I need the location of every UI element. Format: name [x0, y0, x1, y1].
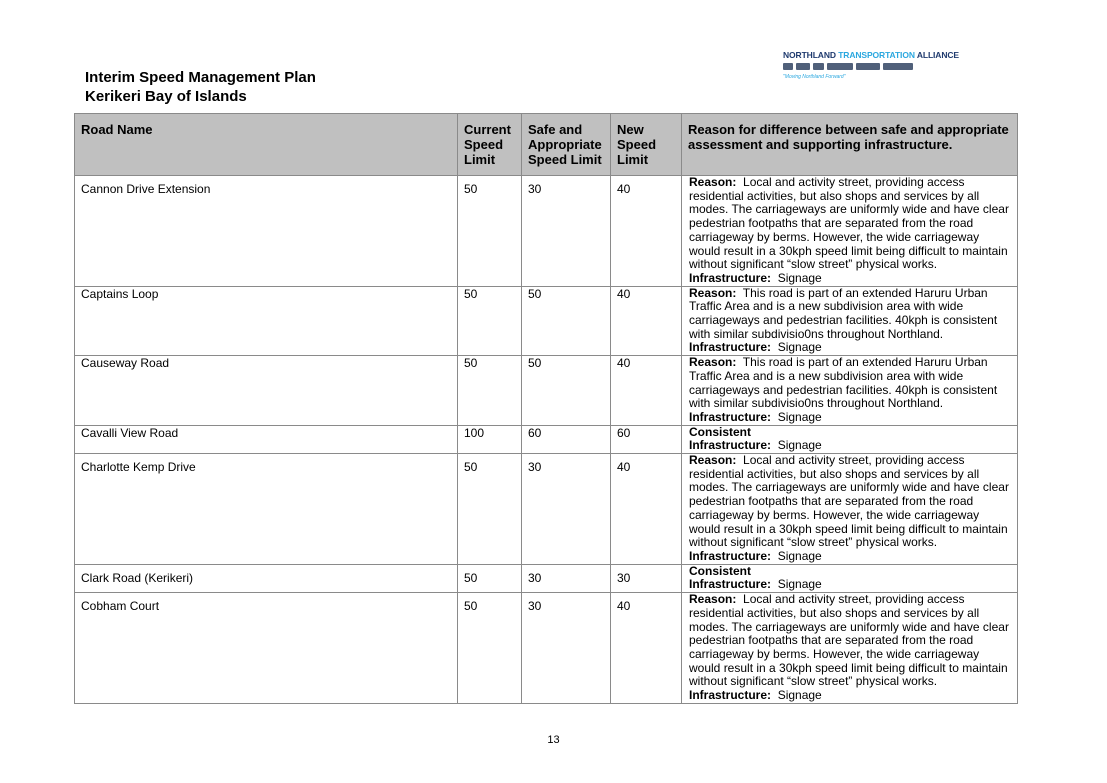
table-row [75, 454, 1018, 565]
safe-speed: 50 [522, 286, 611, 356]
safe-speed: 50 [522, 356, 611, 426]
current-speed: 100 [458, 425, 522, 453]
current-speed: 50 [458, 286, 522, 356]
table-row [75, 564, 1018, 592]
safe-speed: 30 [522, 454, 611, 565]
header-road-name: Road Name [75, 114, 458, 176]
new-speed: 40 [611, 176, 682, 287]
document-title [85, 68, 316, 106]
speed-plan-table [74, 113, 1018, 704]
reason-cell [682, 564, 1018, 592]
reason-text: Reason: Local and activity street, providing access residential activities, but also shops and services by all modes. The carriageways are uniformly wide and have clear pedestrian footpaths that are separated from the road carriageway by berms. However, the wide carriageway would result in a 30kph speed limit being difficult to maintain without significant “slow street” physical works. [689, 175, 1009, 272]
current-speed: 50 [458, 593, 522, 704]
safe-speed: 30 [522, 564, 611, 592]
table-row [75, 176, 1018, 287]
new-speed: 60 [611, 425, 682, 453]
header-safe-speed: Safe and Appropriate Speed Limit [522, 114, 611, 176]
partner-logo-icon [796, 63, 810, 70]
infrastructure-text: Infrastructure: Signage [689, 270, 822, 285]
new-speed: 40 [611, 356, 682, 426]
reason-text: Reason: This road is part of an extended Haruru Urban Traffic Area and is a new subdivision area with wide carriageways and pedestrian facilities. 40kph is consistent with similar subdivisio0ns throughout Northland. [689, 285, 998, 341]
alliance-logo [783, 50, 959, 84]
infrastructure-text: Infrastructure: Signage [689, 688, 822, 703]
road-name: Clark Road (Kerikeri) [75, 564, 458, 592]
current-speed: 50 [458, 176, 522, 287]
reason-cell [682, 593, 1018, 704]
safe-speed: 60 [522, 425, 611, 453]
page-number: 13 [547, 734, 560, 746]
table-row [75, 286, 1018, 356]
new-speed: 30 [611, 564, 682, 592]
infrastructure-text: Infrastructure: Signage [689, 438, 822, 453]
safe-speed: 30 [522, 176, 611, 287]
logo-tagline: "Moving Northland Forward" [783, 74, 846, 80]
consistent-text: Consistent [689, 424, 752, 439]
reason-cell [682, 425, 1018, 453]
header-reason: Reason for difference between safe and appropriate assessment and supporting infrastructure. [682, 114, 1018, 176]
table-row [75, 425, 1018, 453]
title-line-1: Interim Speed Management Plan [85, 69, 316, 86]
current-speed: 50 [458, 564, 522, 592]
header-new-speed: New Speed Limit [611, 114, 682, 176]
current-speed: 50 [458, 454, 522, 565]
infrastructure-text: Infrastructure: Signage [689, 340, 822, 355]
reason-text: Reason: This road is part of an extended Haruru Urban Traffic Area and is a new subdivision area with wide carriageways and pedestrian facilities. 40kph is consistent with similar subdivisio0ns throughout Northland. [689, 355, 998, 411]
table-header-row [75, 114, 1018, 176]
reason-cell [682, 286, 1018, 356]
road-name: Cavalli View Road [75, 425, 458, 453]
partner-logo-icon [856, 63, 880, 70]
partner-logo-icon [883, 63, 913, 70]
partner-logo-icon [827, 63, 853, 70]
road-name: Cannon Drive Extension [75, 176, 458, 287]
consistent-text: Consistent [689, 563, 752, 578]
title-line-2: Kerikeri Bay of Islands [85, 88, 247, 105]
infrastructure-text: Infrastructure: Signage [689, 409, 822, 424]
partner-logos [783, 62, 949, 71]
road-name: Charlotte Kemp Drive [75, 454, 458, 565]
road-name: Cobham Court [75, 593, 458, 704]
logo-wordmark: NORTHLAND TRANSPORTATION ALLIANCE [783, 50, 959, 60]
reason-cell [682, 356, 1018, 426]
council-logo-icon [783, 63, 793, 70]
current-speed: 50 [458, 356, 522, 426]
header-current-speed: Current Speed Limit [458, 114, 522, 176]
new-speed: 40 [611, 593, 682, 704]
infrastructure-text: Infrastructure: Signage [689, 548, 822, 563]
reason-cell [682, 454, 1018, 565]
reason-cell [682, 176, 1018, 287]
new-speed: 40 [611, 454, 682, 565]
road-name: Captains Loop [75, 286, 458, 356]
reason-text: Reason: Local and activity street, providing access residential activities, but also shops and services by all modes. The carriageways are uniformly wide and have clear pedestrian footpaths that are separated from the road carriageway by berms. However, the wide carriageway would result in a 30kph speed limit being difficult to maintain without significant “slow street” physical works. [689, 592, 1009, 689]
table-row [75, 593, 1018, 704]
infrastructure-text: Infrastructure: Signage [689, 577, 822, 592]
reason-text: Reason: Local and activity street, providing access residential activities, but also shops and services by all modes. The carriageways are uniformly wide and have clear pedestrian footpaths that are separated from the road carriageway by berms. However, the wide carriageway would result in a 30kph speed limit being difficult to maintain without significant “slow street” physical works. [689, 453, 1009, 550]
table-row [75, 356, 1018, 426]
safe-speed: 30 [522, 593, 611, 704]
road-name: Causeway Road [75, 356, 458, 426]
partner-logo-icon [813, 63, 824, 70]
new-speed: 40 [611, 286, 682, 356]
